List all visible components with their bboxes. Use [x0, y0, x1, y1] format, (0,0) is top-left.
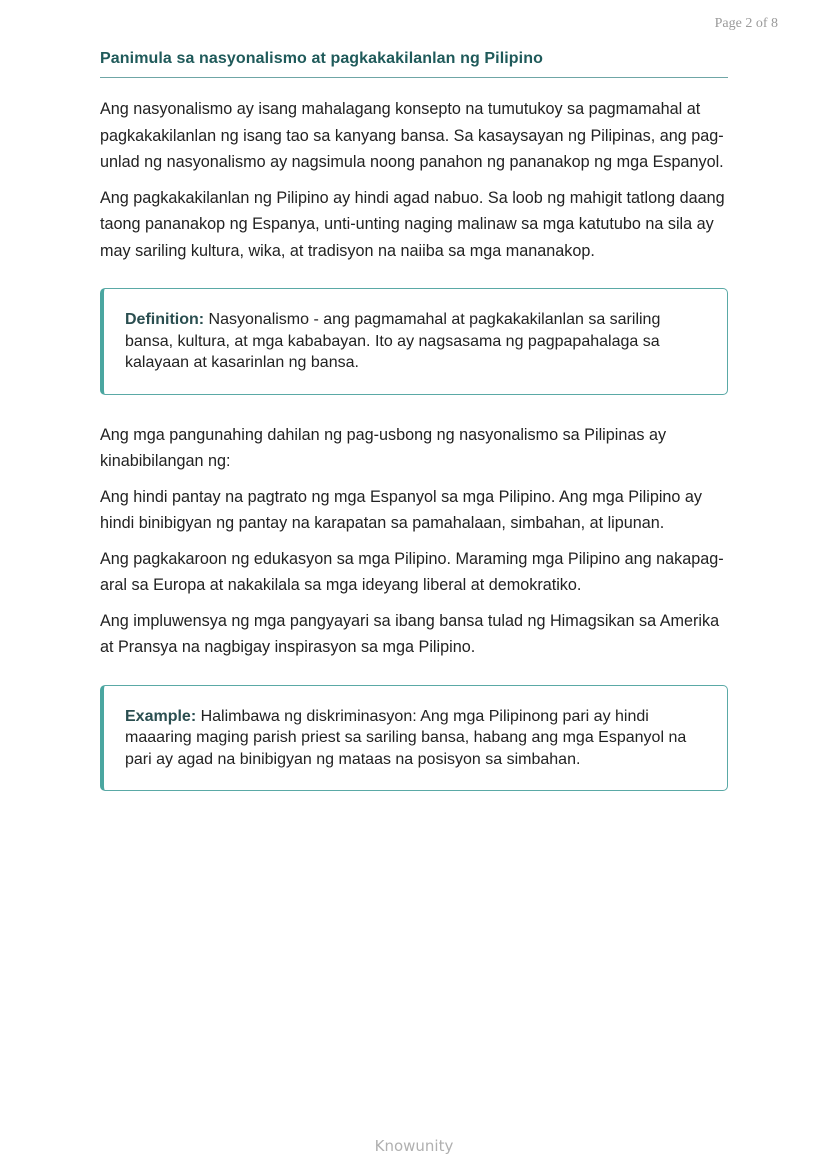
paragraph-cause-2: Ang pagkakaroon ng edukasyon sa mga Pilipino. Maraming mga Pilipino ang nakapag-aral sa Europa at nakakilala sa mga ideyang liberal at demokratiko. [100, 549, 724, 594]
paragraph-causes-intro: Ang mga pangunahing dahilan ng pag-usbong ng nasyonalismo sa Pilipinas ay kinabibilangan ng: [100, 425, 667, 470]
footer-brand: Knowunity [374, 1137, 454, 1155]
example-box [100, 685, 728, 792]
page-number: Page 2 of 8 [714, 16, 778, 31]
paragraph-cause-3: Ang impluwensya ng mga pangyayari sa ibang bansa tulad ng Himagsikan sa Amerika at Pransya na nagbigay inspirasyon sa mga Pilipino. [100, 611, 720, 656]
paragraph-intro-2: Ang pagkakakilanlan ng Pilipino ay hindi agad nabuo. Sa loob ng mahigit tatlong daang taong pananakop ng Espanya, unti-unting naging malinaw sa mga katutubo na sila ay may sariling kultura, wika, at tradisyon na naiiba sa mga mananakop. [100, 188, 725, 260]
example-text: Halimbawa ng diskriminasyon: Ang mga Pilipinong pari ay hindi maaaring maging parish priest sa sariling bansa, habang ang mga Espanyol na pari ay agad na binibigyan ng mataas na posisyon sa simbahan. [125, 707, 687, 768]
paragraph-cause-1: Ang hindi pantay na pagtrato ng mga Espanyol sa mga Pilipino. Ang mga Pilipino ay hindi binibigyan ng pantay na karapatan sa pamahalaan, simbahan, at lipunan. [100, 487, 703, 532]
definition-text: Nasyonalismo - ang pagmamahal at pagkakakilanlan sa sariling bansa, kultura, at mga kababayan. Ito ay nagsasama ng pagpapahalaga sa kalayaan at kasarinlan ng bansa. [125, 311, 661, 371]
example-label: Example: [125, 707, 197, 725]
paragraph-intro-1: Ang nasyonalismo ay isang mahalagang konsepto na tumutukoy sa pagmamahal at pagkakakilanlan ng isang tao sa kanyang bansa. Sa kasaysayan ng Pilipinas, ang pag-unlad ng nasyonalismo ay nagsimula noong panahon ng pananakop ng mga Espanyol. [100, 100, 724, 171]
section-title: Panimula sa nasyonalismo at pagkakakilanlan ng Pilipino [100, 50, 728, 78]
document-content [100, 50, 728, 818]
definition-label: Definition: [125, 311, 205, 328]
definition-box [100, 288, 728, 395]
